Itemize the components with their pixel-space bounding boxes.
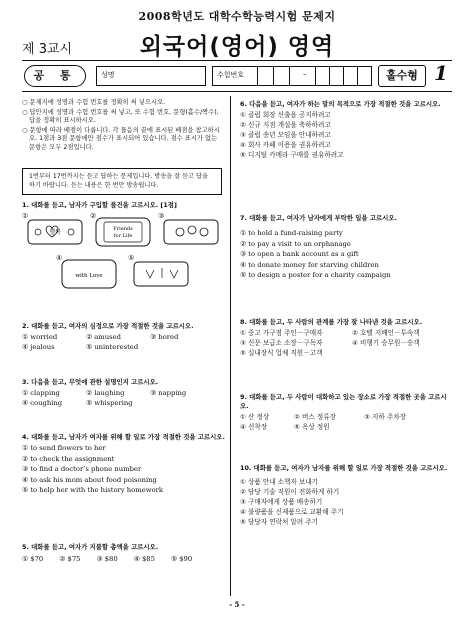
question-9 (240, 393, 452, 432)
answer-option[interactable]: ② amused (86, 333, 121, 341)
page-footer-number: - 5 - (229, 600, 245, 609)
answer-option[interactable]: ③ bored (150, 333, 179, 341)
question-stem: 4. 대화를 듣고, 남자가 여자를 위해 할 일로 가장 적절한 것을 고르시오. (22, 433, 225, 441)
exam-period: 제 3교시 (22, 42, 73, 57)
answer-option[interactable]: ④ coughing (22, 399, 63, 407)
answer-options (22, 389, 227, 408)
name-label: 성명 (101, 71, 115, 79)
answer-option[interactable]: ③ to find a doctor’s phone number (22, 465, 142, 473)
answer-option[interactable]: ① clapping (22, 389, 60, 397)
question-7 (240, 214, 452, 281)
answer-option[interactable]: ④ to donate money for starving children (240, 260, 379, 269)
answer-options (240, 329, 452, 358)
answer-option[interactable]: ② 호텔 지배인－투숙객 (352, 329, 420, 337)
subject-title: 외국어(영어) 영역 (139, 34, 335, 60)
answer-option[interactable]: ③ 신문 보급소 소장－구독자 (240, 339, 323, 347)
form-type-badge: 홀수형 (378, 65, 426, 87)
exam-year-title: 2008학년도 대학수학능력시험 문제지 (138, 10, 336, 23)
answer-option[interactable]: ④ to ask his mom about food poisoning (22, 475, 157, 484)
answer-option[interactable]: ⑤ 디지털 카메라 구매를 권유하려고 (240, 151, 344, 159)
instructions (22, 99, 222, 154)
tray-hearts-icon (26, 214, 84, 248)
answer-option-5-image[interactable] (128, 254, 190, 290)
question-8 (240, 318, 452, 358)
answer-option[interactable]: ② to check the assignment (22, 454, 115, 463)
question-5 (22, 543, 227, 564)
option-label: ③ (158, 212, 165, 220)
answer-option[interactable]: ② 버스 정류장 (294, 413, 336, 421)
header-top-rule (22, 60, 452, 61)
answer-option[interactable]: ④ 비행기 승무원－승객 (352, 339, 420, 347)
answer-option[interactable]: ⑤ to help her with the history homework (22, 486, 164, 494)
answer-option[interactable]: ④ $85 (133, 555, 155, 563)
exam-number-field[interactable] (212, 66, 372, 86)
question-10 (240, 464, 452, 527)
answer-option[interactable]: ③ napping (150, 389, 187, 397)
answer-option[interactable]: ① to send flowers to her (22, 444, 106, 452)
answer-option[interactable]: ② 담당 기술 직원이 전화하게 하기 (240, 488, 340, 496)
question-stem: 2. 대화를 듣고, 여자의 심정으로 가장 적절한 것을 고르시오. (22, 322, 194, 330)
answer-option[interactable]: ③ 클럽 송년 모임을 안내하려고 (240, 131, 331, 139)
answer-option[interactable]: ① 산 정상 (240, 413, 270, 421)
name-field[interactable] (96, 66, 206, 86)
answer-option[interactable]: ① 클럽 회장 선출을 공지하려고 (240, 111, 331, 119)
question-3 (22, 378, 227, 408)
instruction-item: ○ 문제지에 성명과 수험 번호를 정확히 써 넣으시오. (22, 99, 166, 106)
pic-text: with Love (75, 273, 103, 279)
answer-option[interactable]: ④ 선착장 (240, 423, 268, 431)
tray-friends-icon (94, 214, 152, 248)
answer-option[interactable]: ② 신규 지점 개설을 축하하려고 (240, 121, 331, 129)
answer-options (240, 413, 452, 432)
answer-option[interactable]: ① worried (22, 333, 58, 341)
answer-option[interactable]: ② laughing (86, 389, 125, 397)
answer-options (22, 333, 227, 352)
answer-option[interactable]: ① $70 (22, 555, 44, 563)
answer-option[interactable]: ⑤ $90 (170, 555, 193, 563)
option-label: ④ (56, 254, 63, 262)
common-badge: 공 통 (24, 65, 86, 87)
answer-option[interactable]: ④ 회사 카페 이용을 권유하려고 (240, 141, 331, 149)
answer-option[interactable]: ① to hold a fund-raising party (240, 229, 343, 237)
question-4 (22, 433, 227, 496)
answer-options (22, 555, 227, 564)
option-label: ① (22, 212, 29, 220)
question-stem: 10. 대화를 듣고, 여자가 남자를 위해 할 일로 가장 적절한 것을 고르시오. (240, 464, 448, 472)
answer-option[interactable]: ⑤ to design a poster for a charity campaign (240, 271, 391, 279)
question-2 (22, 322, 227, 352)
examinee-info-bar (22, 63, 452, 89)
answer-option[interactable]: ⑤ uninterested (86, 343, 139, 351)
answer-option-3-image[interactable] (158, 212, 220, 248)
answer-option[interactable]: ⑤ 실내장식 업체 직원－고객 (240, 349, 323, 357)
answer-option[interactable]: ⑤ 옥상 정원 (294, 423, 330, 431)
column-divider (230, 96, 231, 596)
exam-number-label: 수험번호 (217, 71, 245, 79)
answer-options (240, 229, 452, 281)
question-stem: 1. 대화를 듣고, 남자가 구입할 물건을 고르시오. [1점] (22, 201, 177, 209)
question-stem: 7. 대화를 듣고, 여자가 남자에게 부탁한 일을 고르시오. (240, 214, 397, 222)
tray-flowers-icon (162, 214, 220, 248)
question-stem: 6. 다음을 듣고, 여자가 하는 말의 목적으로 가장 적절한 것을 고르시오. (240, 100, 441, 108)
question-stem: 8. 대화를 듣고, 두 사람의 관계를 가장 잘 나타낸 것을 고르시오. (240, 318, 423, 326)
answer-option[interactable]: ③ to open a bank account as a gift (240, 250, 359, 258)
pic-text: Friends (113, 226, 133, 232)
answer-option[interactable]: ⑤ 담당자 연락처 알려 주기 (240, 518, 318, 526)
question-6 (240, 100, 452, 160)
tray-plain-icon (132, 256, 190, 290)
instruction-item: ○ 문항에 따라 배점이 다릅니다. 각 물음의 끝에 표시된 배점을 참고하시오. 1점과 3점 문항에만 점수가 표시되어 있습니다. 점수 표시가 없는 문항은 모두 2점입니다. (22, 126, 220, 151)
answer-option[interactable]: ⑤ whispering (86, 399, 133, 407)
answer-options (240, 111, 452, 160)
listening-notice-box: 1번부터 17번까지는 듣고 답하는 문제입니다. 방송을 잘 듣고 답을 하기 바랍니다. 듣는 내용은 한 번만 방송됩니다. (22, 168, 222, 195)
answer-option-1-image[interactable] (22, 212, 84, 248)
tray-love-icon (60, 256, 118, 290)
question-1-pictures (22, 210, 222, 295)
option-label: ⑤ (128, 254, 135, 262)
answer-option[interactable]: ④ 불량품을 신제품으로 교환해 주기 (240, 508, 344, 516)
question-stem: 3. 다음을 듣고, 무엇에 관한 설명인지 고르시오. (22, 378, 159, 386)
page-number: 1 (434, 61, 448, 85)
answer-option[interactable]: ① 중고 가구점 주인－구매자 (240, 329, 323, 337)
answer-options (22, 444, 227, 496)
answer-option[interactable]: ④ jealous (22, 343, 55, 351)
option-label: ② (90, 212, 97, 220)
pic-text: for Life (113, 233, 133, 239)
answer-option[interactable]: ③ 구매자에게 상품 배송하기 (240, 498, 323, 506)
exam-number-dash: – (303, 70, 307, 78)
answer-option-2-image[interactable] (90, 212, 152, 248)
question-stem: 9. 대화를 듣고, 두 사람이 대화하고 있는 장소로 가장 적절한 곳을 고르시오. (240, 393, 447, 410)
header-bottom-rule (22, 91, 452, 92)
answer-option-4-image[interactable] (56, 254, 118, 290)
answer-option[interactable]: ③ $80 (96, 555, 118, 563)
answer-options (240, 478, 452, 527)
pic-text: 행복 (49, 229, 61, 236)
answer-option[interactable]: ③ 지하 주차장 (364, 413, 406, 421)
instruction-item: ○ 답안지에 성명과 수험 번호를 써 넣고, 또 수험 번호, 문형(홀수/짝수), 답을 정확히 표시하시오. (22, 108, 219, 125)
question-1 (22, 201, 227, 210)
answer-option[interactable]: ② to pay a visit to an orphanage (240, 239, 351, 248)
question-stem: 5. 대화를 듣고, 여자가 지불할 총액을 고르시오. (22, 543, 159, 551)
answer-option[interactable]: ① 상품 안내 소책자 보내기 (240, 478, 318, 486)
answer-option[interactable]: ② $75 (59, 555, 81, 563)
